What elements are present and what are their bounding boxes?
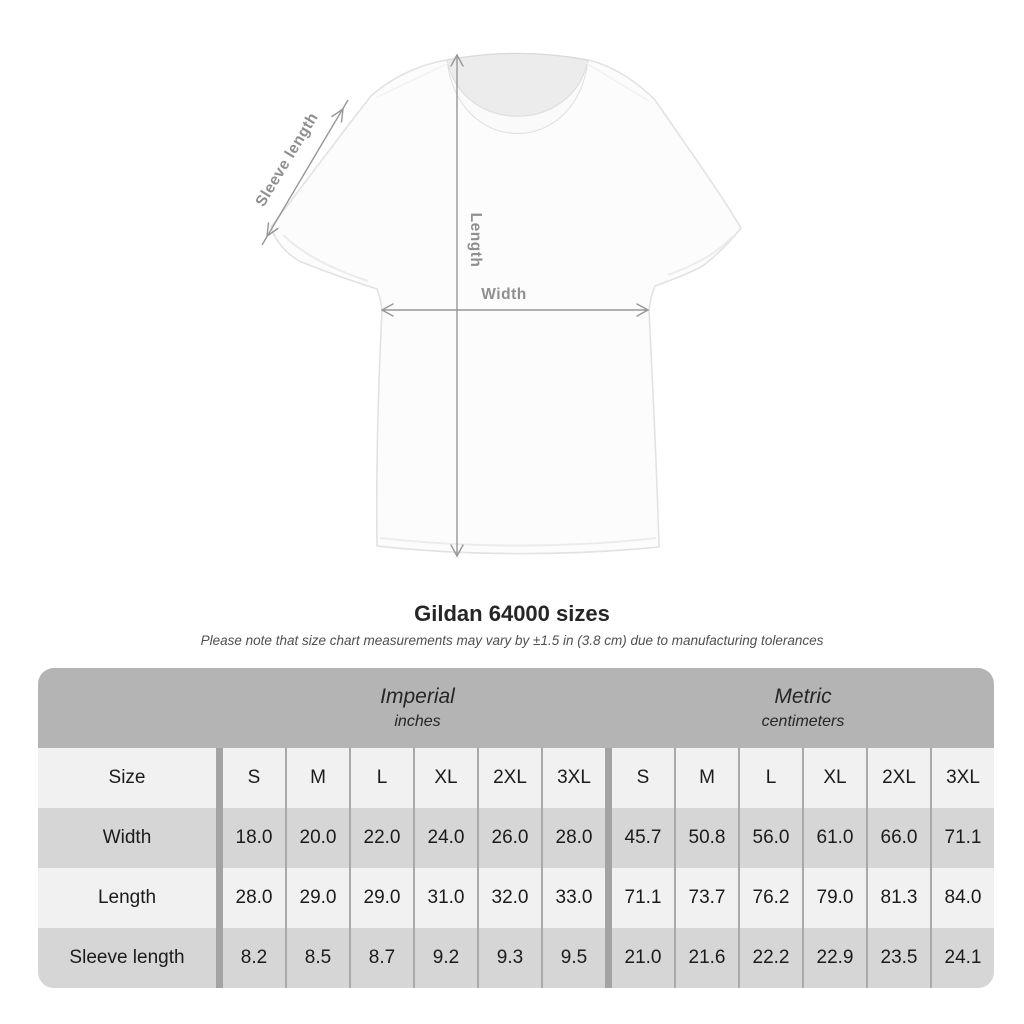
metric-label: Metric — [774, 685, 832, 709]
unit-header-spacer — [38, 668, 223, 748]
length-imperial-m: 29.0 — [287, 868, 351, 928]
sleeve-imperial-2xl: 9.3 — [479, 928, 543, 988]
width-label: Width — [481, 286, 527, 303]
length-imperial-s: 28.0 — [223, 868, 287, 928]
imperial-size-2xl: 2XL — [479, 748, 543, 808]
width-metric-3xl: 71.1 — [944, 827, 982, 848]
row-label-sleeve-length: Sleeve length — [38, 928, 223, 988]
metric-size-xl: XL — [804, 748, 868, 808]
imperial-unit-label: inches — [394, 713, 441, 731]
sleeve-length-label: Sleeve length — [252, 109, 322, 210]
width-imperial-l: 22.0 — [351, 808, 415, 868]
metric-header — [612, 668, 994, 748]
imperial-size-3xl: 3XL — [543, 748, 612, 808]
row-label-length: Length — [38, 868, 223, 928]
sleeve-metric-s: 21.0 — [612, 928, 676, 988]
width-metric-l: 56.0 — [740, 808, 804, 868]
tolerance-note: Please note that size chart measurements may vary by ±1.5 in (3.8 cm) due to manufacturing tolerances — [200, 633, 824, 648]
width-metric-xl: 61.0 — [804, 808, 868, 868]
metric-size-l: L — [740, 748, 804, 808]
size-chart-table — [38, 668, 994, 988]
width-imperial-3xl: 28.0 — [543, 808, 612, 868]
imperial-label: Imperial — [380, 685, 455, 709]
length-metric-2xl: 81.3 — [868, 868, 932, 928]
table-row-length — [38, 868, 994, 928]
width-metric-m: 50.8 — [676, 808, 740, 868]
length-metric-xl: 79.0 — [804, 868, 868, 928]
metric-size-s: S — [612, 748, 676, 808]
sleeve-metric-3xl: 24.1 — [944, 947, 982, 968]
sleeve-metric-2xl: 23.5 — [868, 928, 932, 988]
table-row-sleeve-length — [38, 928, 994, 988]
length-metric-l: 76.2 — [740, 868, 804, 928]
width-imperial-xl: 24.0 — [415, 808, 479, 868]
sleeve-metric-m: 21.6 — [676, 928, 740, 988]
sleeve-metric-l: 22.2 — [740, 928, 804, 988]
metric-size-2xl: 2XL — [868, 748, 932, 808]
row-label-width: Width — [38, 808, 223, 868]
length-imperial-l: 29.0 — [351, 868, 415, 928]
width-imperial-m: 20.0 — [287, 808, 351, 868]
length-imperial-2xl: 32.0 — [479, 868, 543, 928]
table-row-width — [38, 808, 994, 868]
length-imperial-xl: 31.0 — [415, 868, 479, 928]
width-metric-2xl: 66.0 — [868, 808, 932, 868]
width-imperial-s: 18.0 — [223, 808, 287, 868]
imperial-size-xl: XL — [415, 748, 479, 808]
length-label: Length — [467, 212, 484, 268]
sleeve-imperial-s: 8.2 — [223, 928, 287, 988]
width-imperial-2xl: 26.0 — [479, 808, 543, 868]
metric-size-3xl: 3XL — [946, 767, 980, 788]
page-title: Gildan 64000 sizes — [414, 601, 610, 626]
sleeve-imperial-m: 8.5 — [287, 928, 351, 988]
sleeve-imperial-xl: 9.2 — [415, 928, 479, 988]
sleeve-arrow-top-icon — [332, 109, 343, 122]
width-metric-s: 45.7 — [612, 808, 676, 868]
imperial-size-s: S — [223, 748, 287, 808]
imperial-header — [223, 668, 612, 748]
sleeve-imperial-l: 8.7 — [351, 928, 415, 988]
unit-header-row — [38, 668, 994, 748]
metric-size-m: M — [676, 748, 740, 808]
size-header-row — [38, 748, 994, 808]
length-metric-m: 73.7 — [676, 868, 740, 928]
length-imperial-3xl: 33.0 — [543, 868, 612, 928]
length-metric-s: 71.1 — [612, 868, 676, 928]
sleeve-metric-xl: 22.9 — [804, 928, 868, 988]
sleeve-imperial-3xl: 9.5 — [543, 928, 612, 988]
length-metric-3xl: 84.0 — [944, 887, 982, 908]
size-corner-label: Size — [38, 748, 223, 808]
imperial-size-l: L — [351, 748, 415, 808]
imperial-size-m: M — [287, 748, 351, 808]
metric-unit-label: centimeters — [761, 713, 845, 731]
